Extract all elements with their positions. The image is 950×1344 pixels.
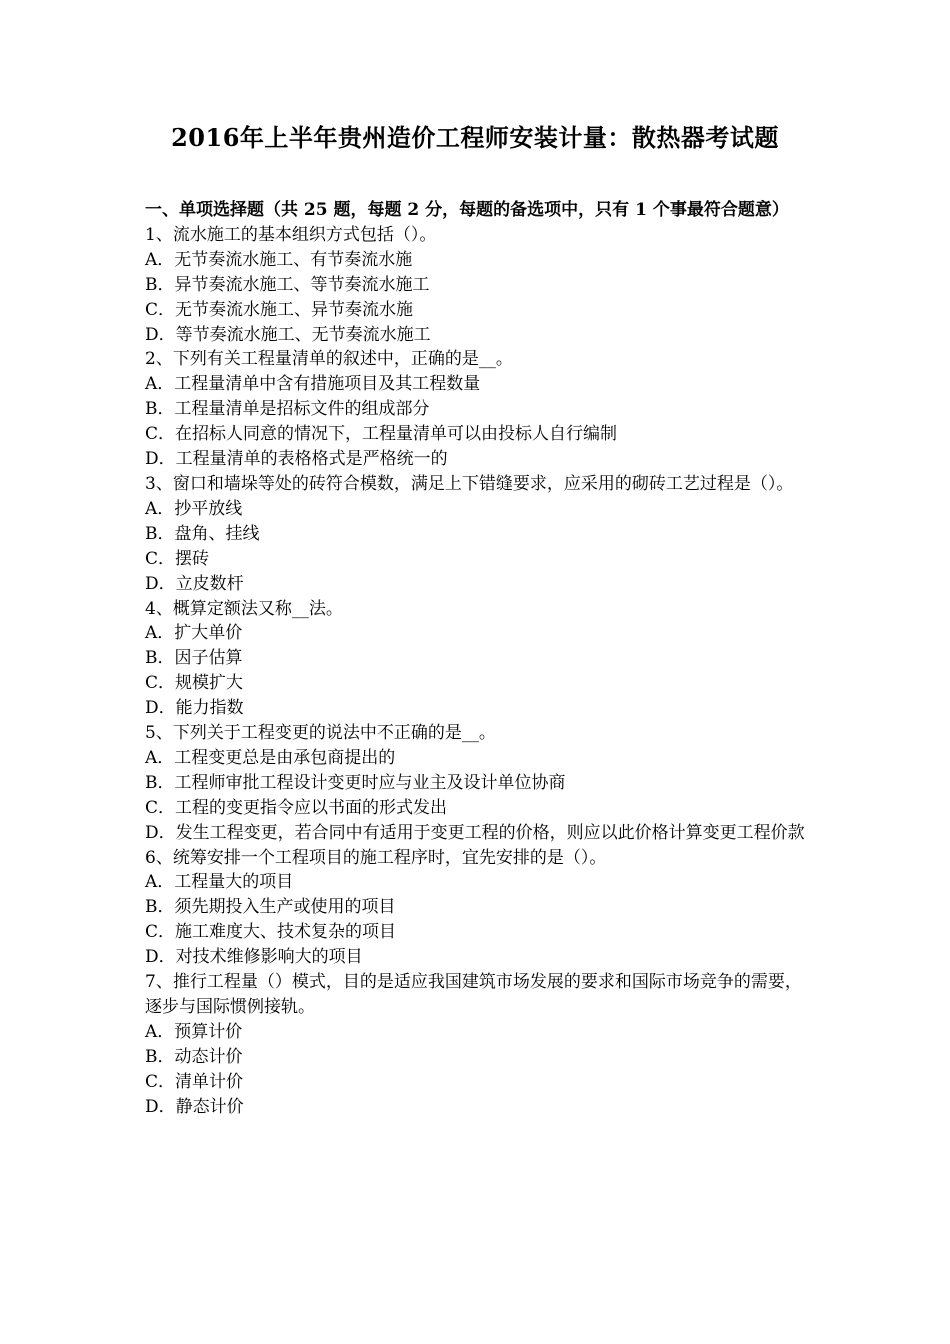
option-d: D．对技术维修影响大的项目 [145,947,363,968]
question-stem: 4、概算定额法又称__法。 [145,598,343,619]
question-stem: 1、流水施工的基本组织方式包括（）。 [145,224,437,245]
option-c: C．工程的变更指令应以书面的形式发出 [145,797,448,818]
question-1 [145,223,810,348]
option-a: A．工程变更总是由承包商提出的 [145,747,396,768]
option-c: C．摆砖 [145,548,210,569]
question-stem: 5、下列关于工程变更的说法中不正确的是__。 [145,723,496,744]
option-a: A．无节奏流水施工、有节奏流水施 [145,249,413,270]
question-stem: 7、推行工程量（）模式，目的是适应我国建筑市场发展的要求和国际市场竞争的需要，逐步与国际惯例接轨。 [145,972,802,1017]
question-3 [145,472,810,597]
option-c: C．清单计价 [145,1071,244,1092]
option-c: C．规模扩大 [145,673,244,694]
question-6 [145,846,810,971]
option-b: B．工程师审批工程设计变更时应与业主及设计单位协商 [145,772,566,793]
option-d: D．静态计价 [145,1096,244,1117]
option-d: D．等节奏流水施工、无节奏流水施工 [145,324,431,345]
option-b: B．盘角、挂线 [145,523,260,544]
option-b: B．动态计价 [145,1046,243,1067]
option-d: D．能力指数 [145,698,244,719]
option-a: A．工程量清单中含有措施项目及其工程数量 [145,374,481,395]
option-d: D．发生工程变更，若合同中有适用于变更工程的价格，则应以此价格计算变更工程价款 [145,822,805,843]
question-7 [145,970,810,1119]
document-body [145,198,810,1120]
question-2 [145,347,810,472]
question-5 [145,721,810,846]
question-stem: 6、统筹安排一个工程项目的施工程序时，宜先安排的是（）。 [145,847,607,868]
question-4 [145,597,810,722]
option-a: A．扩大单价 [145,623,243,644]
option-d: D．工程量清单的表格格式是严格统一的 [145,449,448,470]
option-c: C．无节奏流水施工、异节奏流水施 [145,299,414,320]
option-d: D．立皮数杆 [145,573,244,594]
question-stem: 3、窗口和墙垛等处的砖符合模数，满足上下错缝要求，应采用的砌砖工艺过程是（）。 [145,473,794,494]
option-b: B．因子估算 [145,648,243,669]
option-c: C．施工难度大、技术复杂的项目 [145,922,397,943]
option-b: B．须先期投入生产或使用的项目 [145,897,396,918]
section-heading: 一、单项选择题（共 25 题，每题 2 分，每题的备选项中，只有 1 个事最符合题意） [145,200,789,220]
question-stem: 2、下列有关工程量清单的叙述中，正确的是__。 [145,349,513,370]
option-a: A．抄平放线 [145,498,243,519]
option-b: B．工程量清单是招标文件的组成部分 [145,399,430,420]
option-b: B．异节奏流水施工、等节奏流水施工 [145,274,430,295]
option-a: A．工程量大的项目 [145,872,294,893]
option-c: C．在招标人同意的情况下，工程量清单可以由投标人自行编制 [145,424,618,445]
document-title: 2016年上半年贵州造价工程师安装计量：散热器考试题 [171,123,779,152]
option-a: A．预算计价 [145,1021,243,1042]
